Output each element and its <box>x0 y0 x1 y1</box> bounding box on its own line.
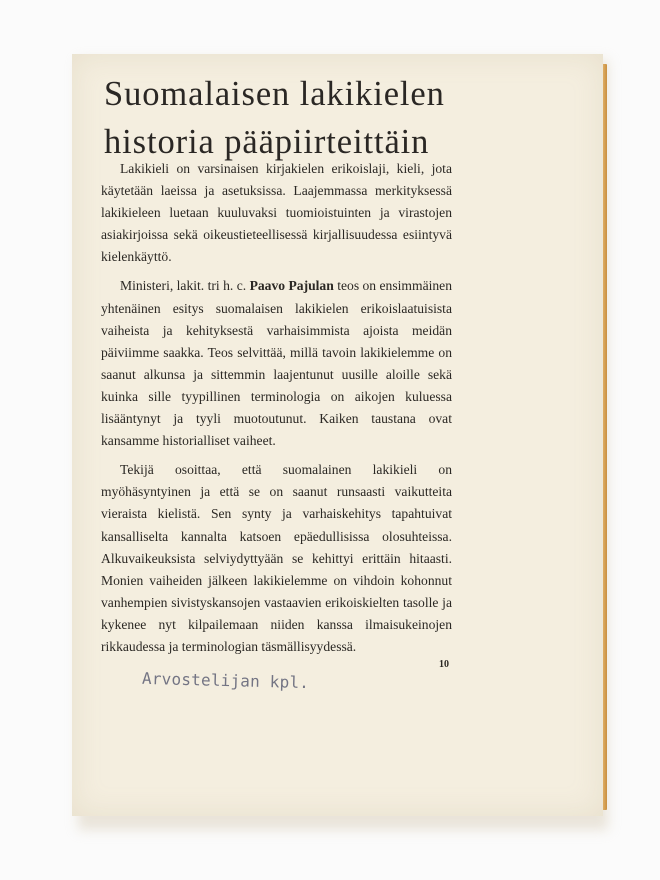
book-title <box>104 70 524 166</box>
blurb-paragraph-1: Lakikieli on varsinaisen kirjakielen erikoislaji, kieli, jota käytetään laeissa ja asetuksissa. Laajemmassa merkityksessä lakikieleen luetaan kuuluvaksi tuomioistuinten ja virastojen asiakirjoissa sekä oikeustieteellisessä kirjallisuudessa esiintyvä kielenkäyttö. <box>101 161 452 265</box>
blurb-paragraph-3: Tekijä osoittaa, että suomalainen lakikieli on myöhäsyntyinen ja että se on saanut runsaasti vaikutteita vieraista kielistä. Sen synty ja varhaiskehitys tapahtuivat kansalliselta kannalta katsoen epäedullisissa olosuhteissa. Alkuvaikeuksista selviydyttyään se kehittyi erittäin hitaasti. Monien vaiheiden jälkeen lakikielemme on vihdoin kohonnut vanhempien sivistyskansojen vastaavien erikoiskielten tasolle ja kykenee nyt kilpailemaan niiden kanssa ilmaisukeinojen rikkaudessa ja terminologian täsmällisyydessä. <box>101 462 452 654</box>
title-line-2: historia pääpiirteittäin <box>104 123 430 161</box>
blurb-paragraph-2 <box>101 275 452 452</box>
page-number: 10 <box>439 659 449 670</box>
author-name: Paavo Pajulan <box>249 278 334 294</box>
blurb-text <box>101 158 452 665</box>
paragraph-2-rest: teos on ensimmäinen yhtenäinen esitys suomalaisen lakikielen erikoislaatuisista vaiheista ja kehityksestä varhaisimmista ajoista meidän päiviimme saakka. Teos selvittää, millä tavoin lakikielemme on saanut alkunsa ja sittemmin laajentunut uusille aloille sekä kuinka sille tyypillinen terminologia on aikojen kuluessa lisääntynyt ja tyyli muotoutunut. Kaiken taustana ovat kansamme historialliset vaiheet. <box>101 278 453 449</box>
title-line-1: Suomalaisen lakikielen <box>104 75 445 113</box>
reviewer-copy-stamp: Arvostelijan kpl. <box>141 668 310 693</box>
paragraph-2-start: Ministeri, lakit. tri h. c. <box>120 278 250 294</box>
